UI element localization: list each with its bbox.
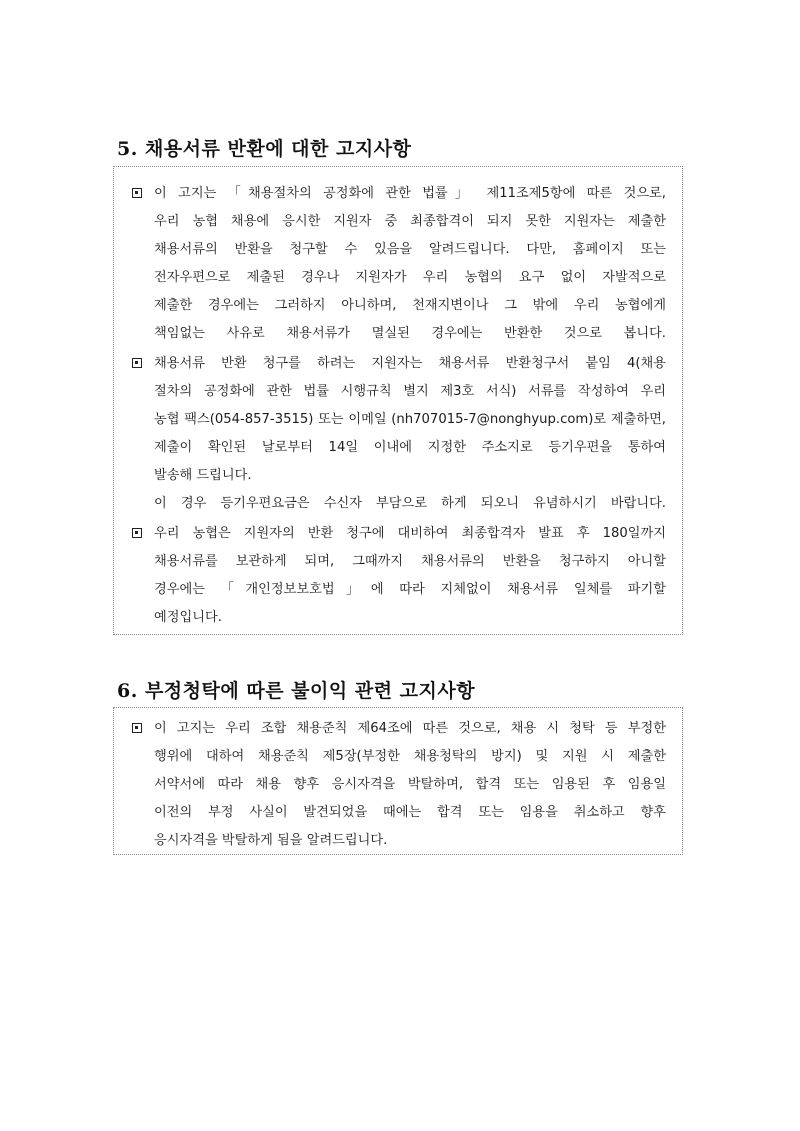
text-line: 제출이 확인된 날로부터 14일 이내에 지정한 주소지로 등기우편을 통하여 — [154, 440, 666, 455]
text-line: 이 고지는 우리 조합 채용준칙 제64조에 따른 것으로, 채용 시 청탁 등 부정한 — [154, 721, 666, 736]
paragraph-text — [154, 520, 666, 632]
paragraph-text — [154, 350, 666, 518]
text-line: 전자우편으로 제출된 경우나 지원자가 우리 농협의 요구 없이 자발적으로 — [154, 270, 666, 285]
text-line: 행위에 대하여 채용준칙 제5장(부정한 채용청탁의 방지) 및 지원 시 제출한 — [154, 749, 666, 764]
text-line: 우리 농협은 지원자의 반환 청구에 대비하여 최종합격자 발표 후 180일까지 — [154, 526, 666, 541]
square-bullet-icon — [132, 358, 142, 368]
square-bullet-icon — [132, 188, 142, 198]
section-5-notice-box — [113, 166, 683, 635]
text-line: 채용서류 반환 청구를 하려는 지원자는 채용서류 반환청구서 붙임 4(채용 — [154, 356, 666, 371]
text-line: 경우에는 「개인정보보호법」에 따라 지체없이 채용서류 일체를 파기할 — [154, 582, 666, 597]
text-line: 응시자격을 박탈하게 됨을 알려드립니다. — [154, 833, 388, 848]
text-line: 발송해 드립니다. — [154, 468, 252, 483]
square-bullet-icon — [132, 723, 142, 733]
text-line: 서약서에 따라 채용 향후 응시자격을 박탈하며, 합격 또는 임용된 후 임용일 — [154, 777, 666, 792]
text-line: 책임없는 사유로 채용서류가 멸실된 경우에는 반환한 것으로 봅니다. — [154, 326, 666, 341]
text-line: 이전의 부정 사실이 발견되었을 때에는 합격 또는 임용을 취소하고 향후 — [154, 805, 666, 820]
text-line: 이 경우 등기우편요금은 수신자 부담으로 하게 되오니 유념하시기 바랍니다. — [154, 496, 666, 511]
section-5-title: 5. 채용서류 반환에 대한 고지사항 — [117, 138, 412, 160]
text-line: 채용서류의 반환을 청구할 수 있음을 알려드립니다. 다만, 홈페이지 또는 — [154, 242, 666, 257]
text-line: 절차의 공정화에 관한 법률 시행규칙 별지 제3호 서식) 서류를 작성하여 우리 — [154, 384, 666, 399]
text-line: 농협 팩스(054-857-3515) 또는 이메일 (nh707015-7@nonghyup.com)로 제출하면, — [154, 412, 666, 427]
text-line: 예정입니다. — [154, 610, 222, 625]
text-line: 제출한 경우에는 그러하지 아니하며, 천재지변이나 그 밖에 우리 농협에게 — [154, 298, 666, 313]
paragraph-text — [154, 180, 666, 348]
text-line: 이 고지는 「채용절차의 공정화에 관한 법률」 제11조제5항에 따른 것으로, — [154, 186, 666, 201]
section-6-title: 6. 부정청탁에 따른 불이익 관련 고지사항 — [117, 680, 476, 702]
text-line: 우리 농협 채용에 응시한 지원자 중 최종합격이 되지 못한 지원자는 제출한 — [154, 214, 666, 229]
section-6-notice-box — [113, 707, 683, 855]
paragraph-text — [154, 715, 666, 855]
square-bullet-icon — [132, 528, 142, 538]
text-line: 채용서류를 보관하게 되며, 그때까지 채용서류의 반환을 청구하지 아니할 — [154, 554, 666, 569]
